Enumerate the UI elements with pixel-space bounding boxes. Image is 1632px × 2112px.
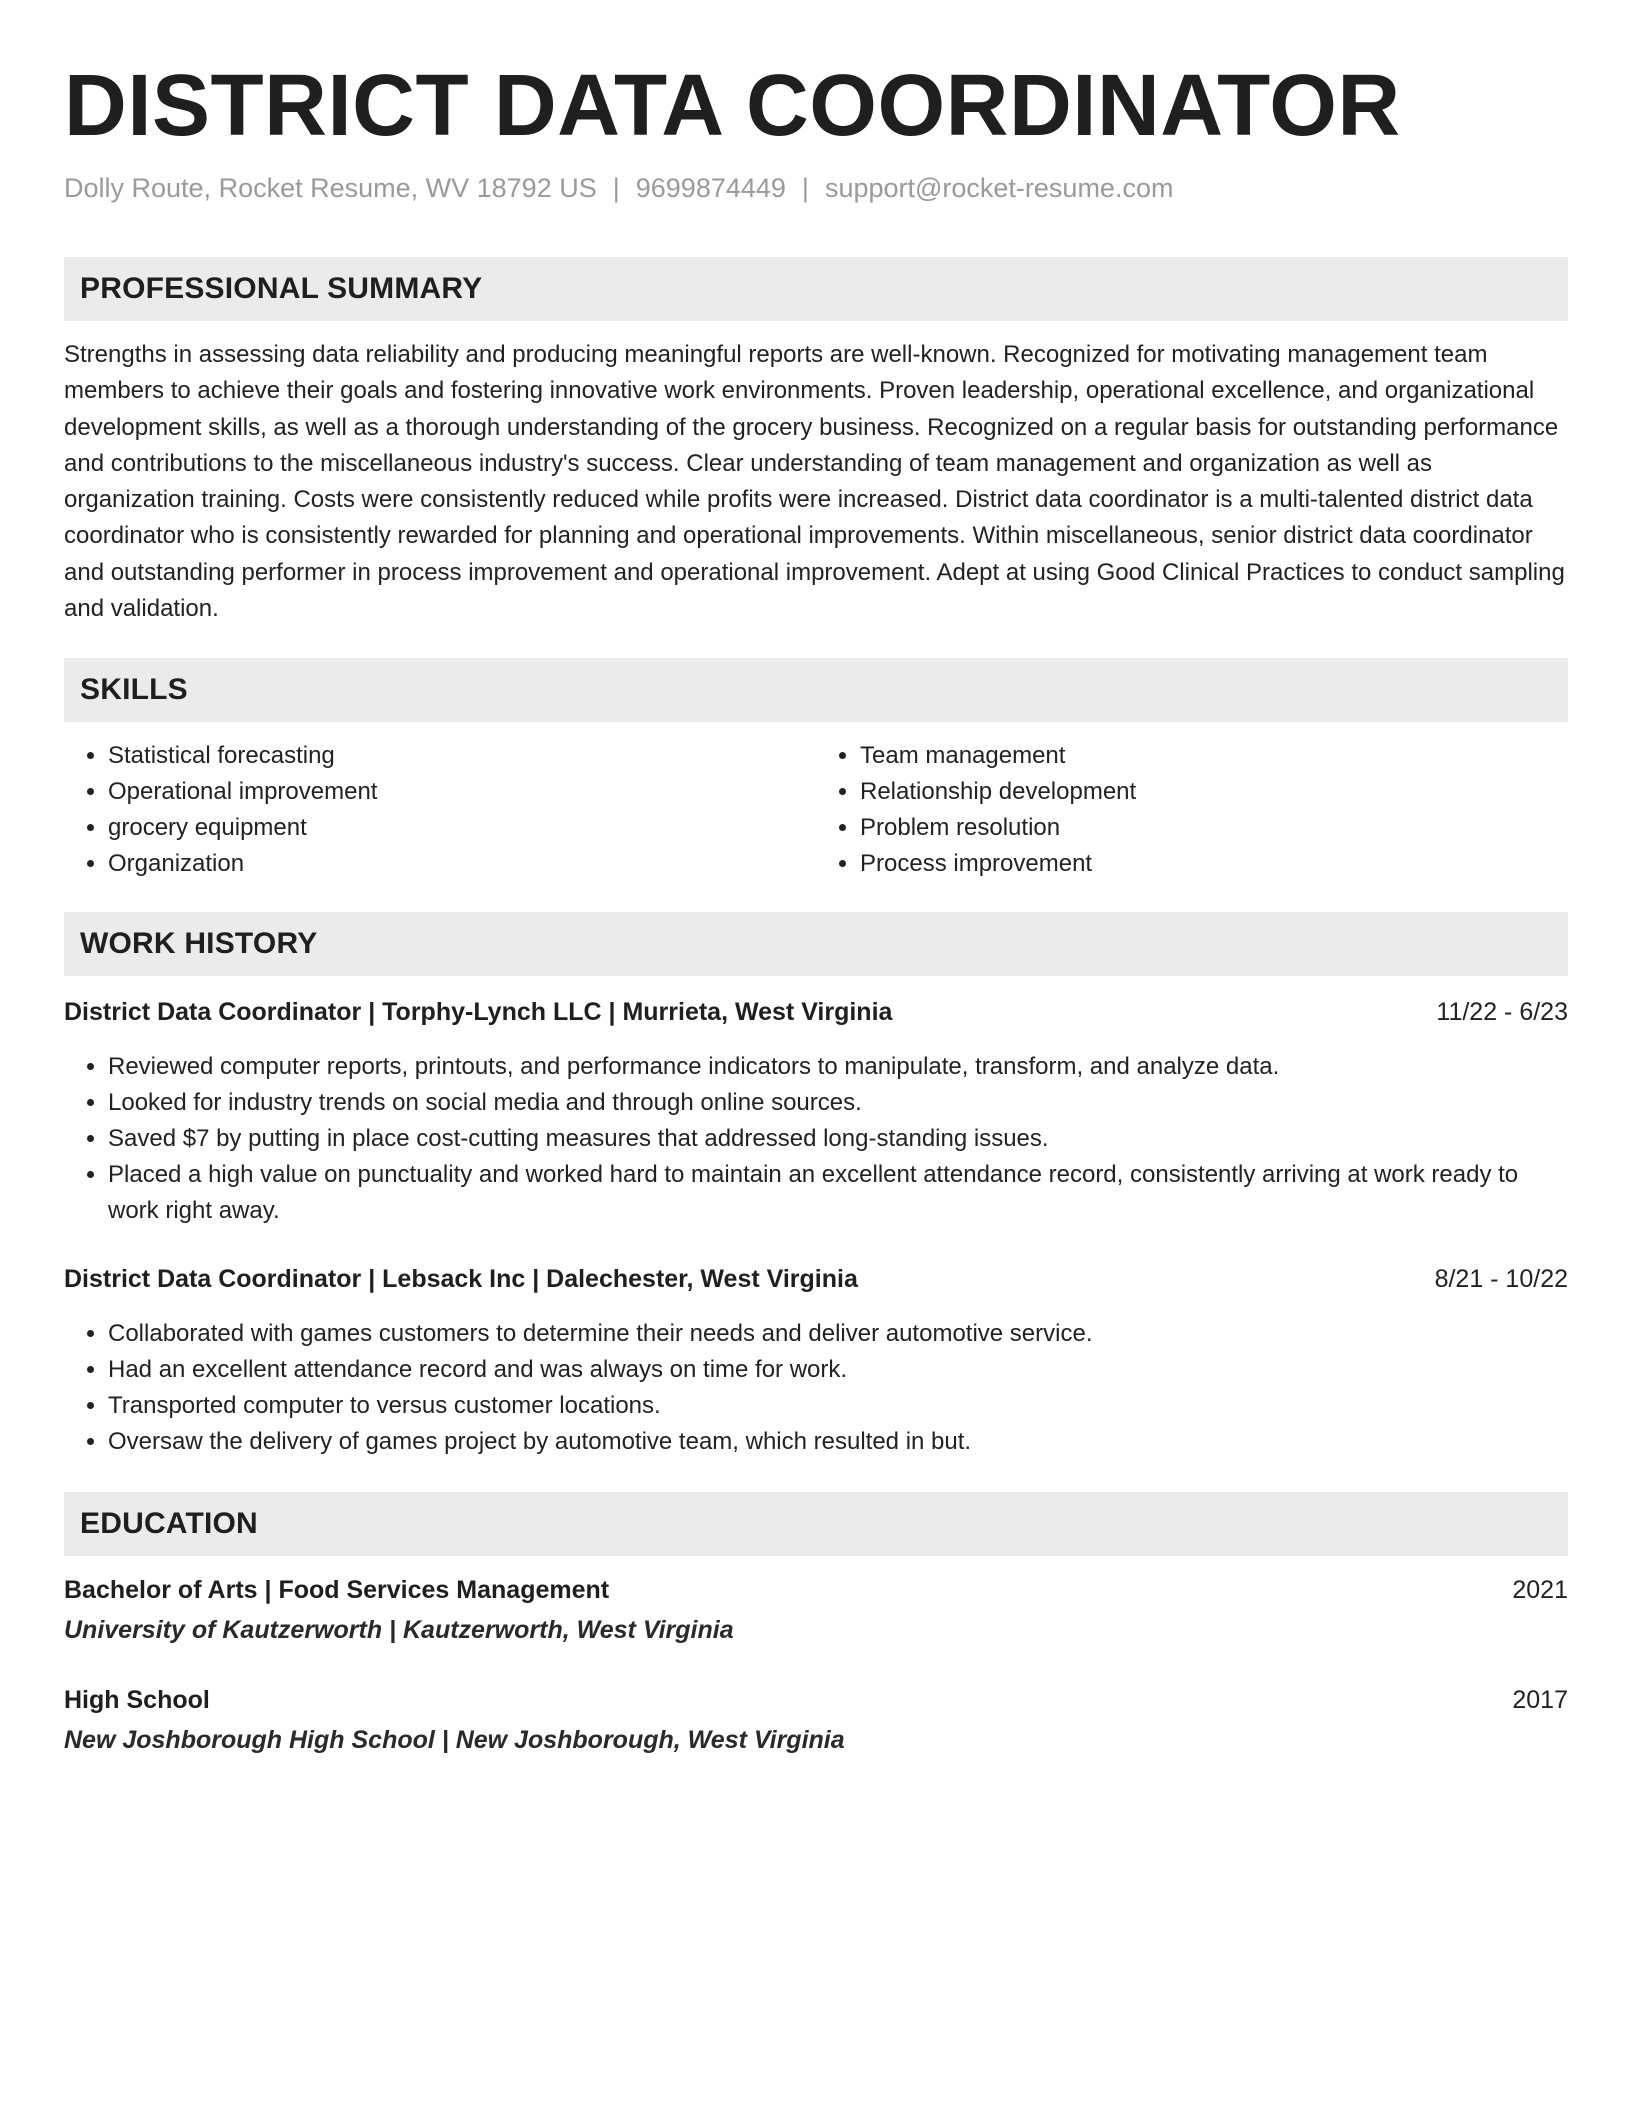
skills-column-right — [816, 738, 1568, 882]
skill-item: • Problem resolution — [860, 810, 1568, 846]
skill-item: • Process improvement — [860, 846, 1568, 882]
education-entry — [64, 1682, 1568, 1758]
job-heading — [64, 1261, 1568, 1297]
contact-line — [64, 170, 1568, 206]
job-bullet: • Collaborated with games customers to determine their needs and deliver automotive service. — [108, 1316, 1568, 1352]
contact-separator: | — [612, 173, 620, 203]
skills-list — [64, 738, 1568, 882]
job-entry — [64, 994, 1568, 1229]
candidate-name: DISTRICT DATA COORDINATOR — [64, 57, 1401, 154]
contact-email: support@rocket-resume.com — [824, 173, 1174, 203]
job-bullet: • Placed a high value on punctuality and worked hard to maintain an excellent attendance record, consistently arriving at work ready to work right away. — [108, 1157, 1568, 1229]
job-dates: 8/21 - 10/22 — [1434, 1265, 1568, 1294]
skill-item: • grocery equipment — [108, 810, 816, 846]
job-dates: 11/22 - 6/23 — [1436, 998, 1568, 1027]
school-name: New Joshborough High School | New Joshborough, West Virginia — [64, 1726, 845, 1755]
summary-section-header: PROFESSIONAL SUMMARY — [64, 257, 1568, 321]
degree-title: High School — [64, 1686, 210, 1715]
contact-address: Dolly Route, Rocket Resume, WV 18792 US — [64, 173, 597, 203]
summary-text: Strengths in assessing data reliability and producing meaningful reports are well-known. Recognized for motivating management team members to achieve their goals and fostering innovative work environments. Proven leadership, operational excellence, and organizational development skills, as well as a thorough understanding of the grocery business. Recognized on a regular basis for outstanding performance and contributions to the miscellaneous industry's success. Clear understanding of team management and organization as well as organization training. Costs were consistently reduced while profits were increased. District data coordinator is a multi-talented district data coordinator who is consistently rewarded for planning and operational improvements. Within miscellaneous, senior district data coordinator and outstanding performer in process improvement and operational improvement. Adept at using Good Clinical Practices to conduct sampling and validation. — [64, 341, 1565, 623]
job-heading — [64, 994, 1568, 1030]
work-history-section-header: WORK HISTORY — [64, 912, 1568, 976]
education-heading — [64, 1572, 1568, 1608]
job-bullet: • Oversaw the delivery of games project by automotive team, which resulted in but. — [108, 1424, 1568, 1460]
education-entry — [64, 1572, 1568, 1648]
school-name: University of Kautzerworth | Kautzerworth, West Virginia — [64, 1616, 734, 1645]
skill-item: • Organization — [108, 846, 816, 882]
education-heading — [64, 1682, 1568, 1718]
job-bullet: • Had an excellent attendance record and was always on time for work. — [108, 1352, 1568, 1388]
education-section-header: EDUCATION — [64, 1492, 1568, 1556]
graduation-year: 2017 — [1512, 1686, 1568, 1715]
contact-phone: 9699874449 — [635, 173, 786, 203]
skill-item: • Relationship development — [860, 774, 1568, 810]
job-bullet: • Reviewed computer reports, printouts, and performance indicators to manipulate, transform, and analyze data. — [108, 1049, 1568, 1085]
job-bullet: • Saved $7 by putting in place cost-cutting measures that addressed long-standing issues. — [108, 1121, 1568, 1157]
skill-item: • Operational improvement — [108, 774, 816, 810]
skills-section-header: SKILLS — [64, 658, 1568, 722]
skill-item: • Team management — [860, 738, 1568, 774]
job-title: District Data Coordinator | Lebsack Inc | Dalechester, West Virginia — [64, 1265, 858, 1294]
skills-column-left — [64, 738, 816, 882]
job-bullet: • Looked for industry trends on social media and through online sources. — [108, 1085, 1568, 1121]
graduation-year: 2021 — [1512, 1576, 1568, 1605]
contact-separator: | — [801, 173, 809, 203]
job-title: District Data Coordinator | Torphy-Lynch LLC | Murrieta, West Virginia — [64, 998, 893, 1027]
degree-title: Bachelor of Arts | Food Services Management — [64, 1576, 610, 1605]
job-bullet: • Transported computer to versus customer locations. — [108, 1388, 1568, 1424]
job-entry — [64, 1261, 1568, 1460]
job-bullets — [64, 1316, 1568, 1460]
job-bullets — [64, 1049, 1568, 1229]
skill-item: • Statistical forecasting — [108, 738, 816, 774]
